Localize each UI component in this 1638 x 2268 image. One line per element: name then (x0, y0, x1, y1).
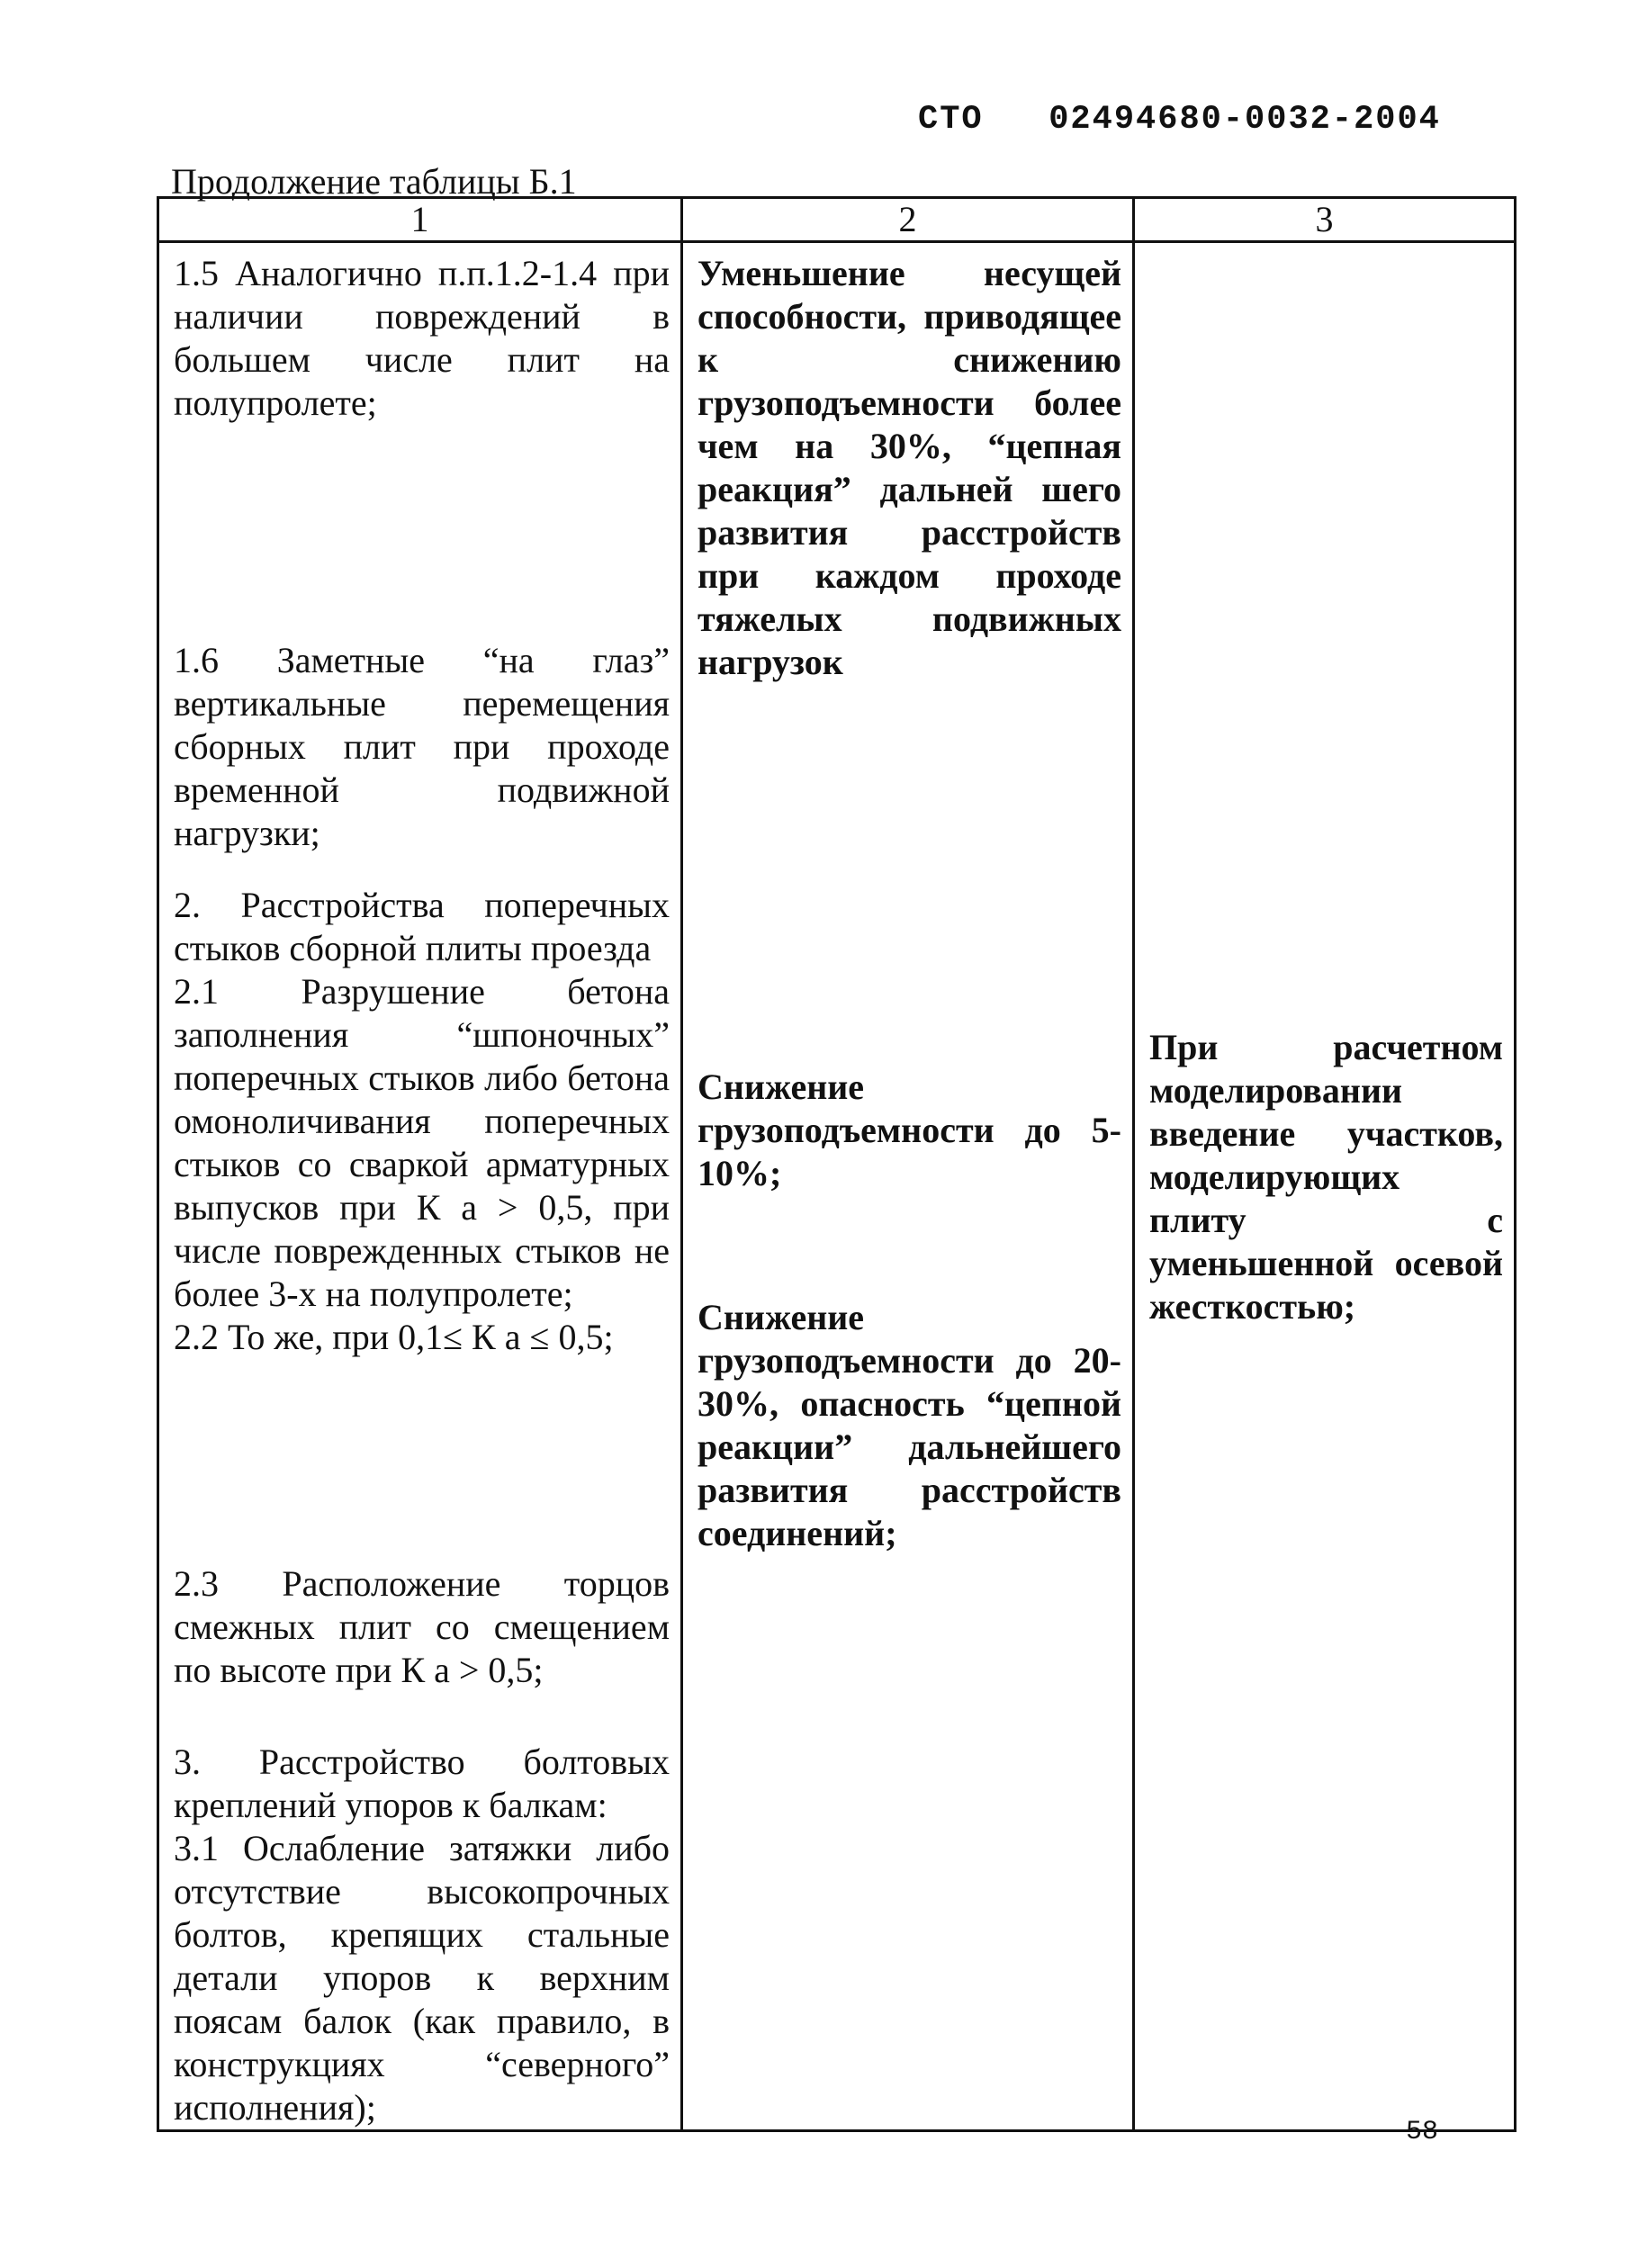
effect-2-1: Снижение грузоподъемности до 5-10%; (698, 1066, 1121, 1193)
note-2-1: При расчетном моделировании введение участков, моделирующих плиту с уменьшенной осевой жесткостью; (1149, 1027, 1503, 1327)
column-3-cell (1134, 242, 1516, 2131)
effect-1-5: Уменьшение несущей способности, приводящее к снижению грузоподъемности более чем на 30%, “цепная реакция” дальней шего развития расстройств при каждом проходе тяжелых подвижных нагрузок (698, 253, 1121, 682)
item-2-3: 2.3 Расположение торцов смежных плит со смещением по высоте при К а > 0,5; (174, 1563, 670, 1690)
item-3-1: 3.1 Ослабление затяжки либо отсутствие высокопрочных болтов, крепящих стальные детали упоров к верхним поясам балок (как правило, в конструкциях “северного” исполнения); (174, 1828, 670, 2128)
item-2-heading: 2. Расстройства поперечных стыков сборной плиты проезда (174, 885, 670, 968)
item-1-6: 1.6 Заметные “на глаз” вертикальные перемещения сборных плит при проходе временной подвижной нагрузки; (174, 640, 670, 853)
column-2-cell (682, 242, 1134, 2131)
item-1-5: 1.5 Аналогично п.п.1.2-1.4 при наличии повреждений в большем числе плит на полупролете; (174, 253, 670, 423)
item-3-heading: 3. Расстройство болтовых креплений упоров к балкам: (174, 1742, 670, 1825)
column-header-3: 3 (1134, 198, 1516, 242)
defects-table (157, 196, 1516, 2132)
column-header-2: 2 (682, 198, 1134, 242)
item-2-2: 2.2 То же, при 0,1≤ К а ≤ 0,5; (174, 1317, 614, 1357)
table-row (158, 242, 1516, 2131)
table-header-row (158, 198, 1516, 242)
column-1-cell (158, 242, 682, 2131)
document-code: СТО 02494680-0032-2004 (918, 101, 1441, 139)
column-header-1: 1 (158, 198, 682, 242)
page-number: 58 (1406, 2117, 1439, 2147)
table-caption: Продолжение таблицы Б.1 (171, 161, 577, 202)
item-2-1: 2.1 Разрушение бетона заполнения “шпоночных” поперечных стыков либо бетона омоноличивания поперечных стыков со сваркой арматурных выпусков при К а > 0,5, при числе поврежденных стыков не более 3-х на полупролете; (174, 971, 670, 1314)
effect-2-2: Снижение грузоподъемности до 20-30%, опасность “цепной реакции” дальнейшего развития расстройств соединений; (698, 1297, 1121, 1553)
